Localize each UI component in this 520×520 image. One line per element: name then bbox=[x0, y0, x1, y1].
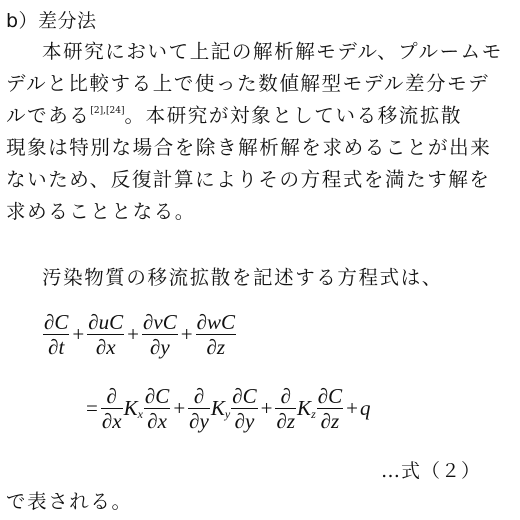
citation: [2],[24] bbox=[90, 106, 125, 116]
paragraph-1-line-1: 本研究において上記の解析解モデル、プルームモ bbox=[42, 40, 503, 63]
frac-dC-dy: $\frac{\partial C}{\partial y}$ bbox=[232, 384, 257, 433]
paragraph-1-line-4: 現象は特別な場合を除き解析解を求めることが出来 bbox=[6, 136, 492, 159]
paragraph-1-line-5: ないため、反復計算によりその方程式を満たす解を bbox=[6, 168, 491, 191]
frac-d-dy: $\frac{\partial}{\partial y}$ bbox=[189, 384, 209, 433]
section-heading: b）差分法 bbox=[6, 10, 97, 32]
frac-d-dz: $\frac{\partial}{\partial z}$ bbox=[276, 384, 296, 433]
coef-Kx: $K_x$ bbox=[123, 395, 143, 421]
line-3-end: 。本研究が対象としている移流拡散 bbox=[124, 104, 463, 127]
line-3-start: ルである bbox=[6, 104, 91, 127]
paragraph-1-line-3 bbox=[6, 100, 514, 132]
frac-dC-dz: $\frac{\partial C}{\partial z}$ bbox=[317, 384, 343, 433]
frac-dwC-dz: $\frac{\partial wC}{\partial z}$ bbox=[196, 310, 235, 359]
coef-Kz: $K_z$ bbox=[297, 395, 316, 421]
equation-rhs: = $\frac{\partial}{\partial x}$ $K_x$ $\frac{\partial C}{\partial x}$ + $\frac{\partial}{\partial y}$ $K_y$ $\frac{\partial C}{\partial y}$ + $\frac{\partial}{\partial z}$ $K_z$ $\frac{\partial C}{\partial z}$ +q bbox=[86, 384, 371, 433]
frac-dvC-dy: $\frac{\partial vC}{\partial y}$ bbox=[143, 310, 177, 359]
equation-lhs: $\frac{\partial C}{\partial t}$ + $\frac{\partial uC}{\partial x}$ + $\frac{\partial vC}{\partial y}$ + $\frac{\partial wC}{\partial z}$ bbox=[44, 310, 235, 359]
frac-dC-dt: $\frac{\partial C}{\partial t}$ bbox=[44, 310, 69, 359]
coef-Ky: $K_y$ bbox=[210, 395, 231, 421]
paragraph-1-line-2: デルと比較する上で使った数値解型モデル差分モデ bbox=[6, 72, 490, 95]
equation-number: …式（２） bbox=[381, 460, 482, 482]
frac-d-dx: $\frac{\partial}{\partial x}$ bbox=[101, 384, 122, 433]
source-term-q: q bbox=[359, 396, 371, 420]
closing-text: で表される。 bbox=[6, 490, 133, 513]
frac-dC-dx: $\frac{\partial C}{\partial x}$ bbox=[144, 384, 170, 433]
paragraph-2: 汚染物質の移流拡散を記述する方程式は、 bbox=[42, 266, 443, 289]
frac-duC-dx: $\frac{\partial uC}{\partial x}$ bbox=[88, 310, 124, 359]
paragraph-1 bbox=[6, 36, 514, 228]
paragraph-1-line-6: 求めることとなる。 bbox=[6, 200, 196, 223]
